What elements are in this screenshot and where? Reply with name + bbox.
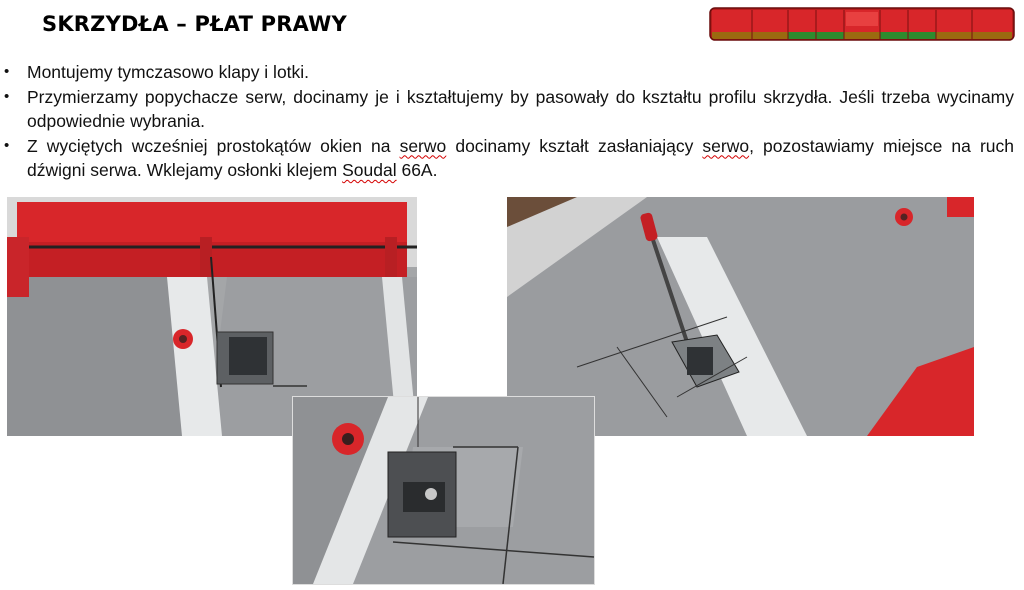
bullet-text: Montujemy tymczasowo klapy i lotki.: [27, 62, 310, 82]
bullet-text: docinamy kształt zasłaniający: [446, 135, 703, 156]
bullet-dot-icon: •: [4, 136, 10, 154]
slide-title: SKRZYDŁA – PŁAT PRAWY: [42, 12, 347, 36]
bullet-item: [0, 85, 1014, 134]
bullet-text: 66A.: [396, 160, 438, 180]
spellcheck-word: serwo: [399, 135, 447, 156]
spellcheck-word: Soudal: [342, 160, 397, 180]
bullet-text: , pozostawiamy miejsce na ruch dźwigni serwa. Wklejamy osłonki klejem: [27, 135, 1014, 180]
bullet-text: Przymierzamy popychacze serw, docinamy je i kształtujemy by pasowały do kształtu profilu skrzydła. Jeśli trzeba wycinamy odpowiednie wybrania.: [27, 86, 1014, 131]
spellcheck-word: serwo: [702, 135, 750, 156]
bullet-dot-icon: •: [4, 87, 10, 105]
photo-servo-cover: [293, 397, 594, 584]
bullet-item: [0, 134, 1014, 183]
wing-diagram-thumbnail: [708, 4, 1016, 44]
bullet-list: [0, 60, 1014, 183]
bullet-dot-icon: •: [4, 63, 10, 80]
bullet-text: Z wyciętych wcześniej prostokątów okien na: [27, 135, 400, 156]
bullet-item: [0, 60, 1014, 85]
